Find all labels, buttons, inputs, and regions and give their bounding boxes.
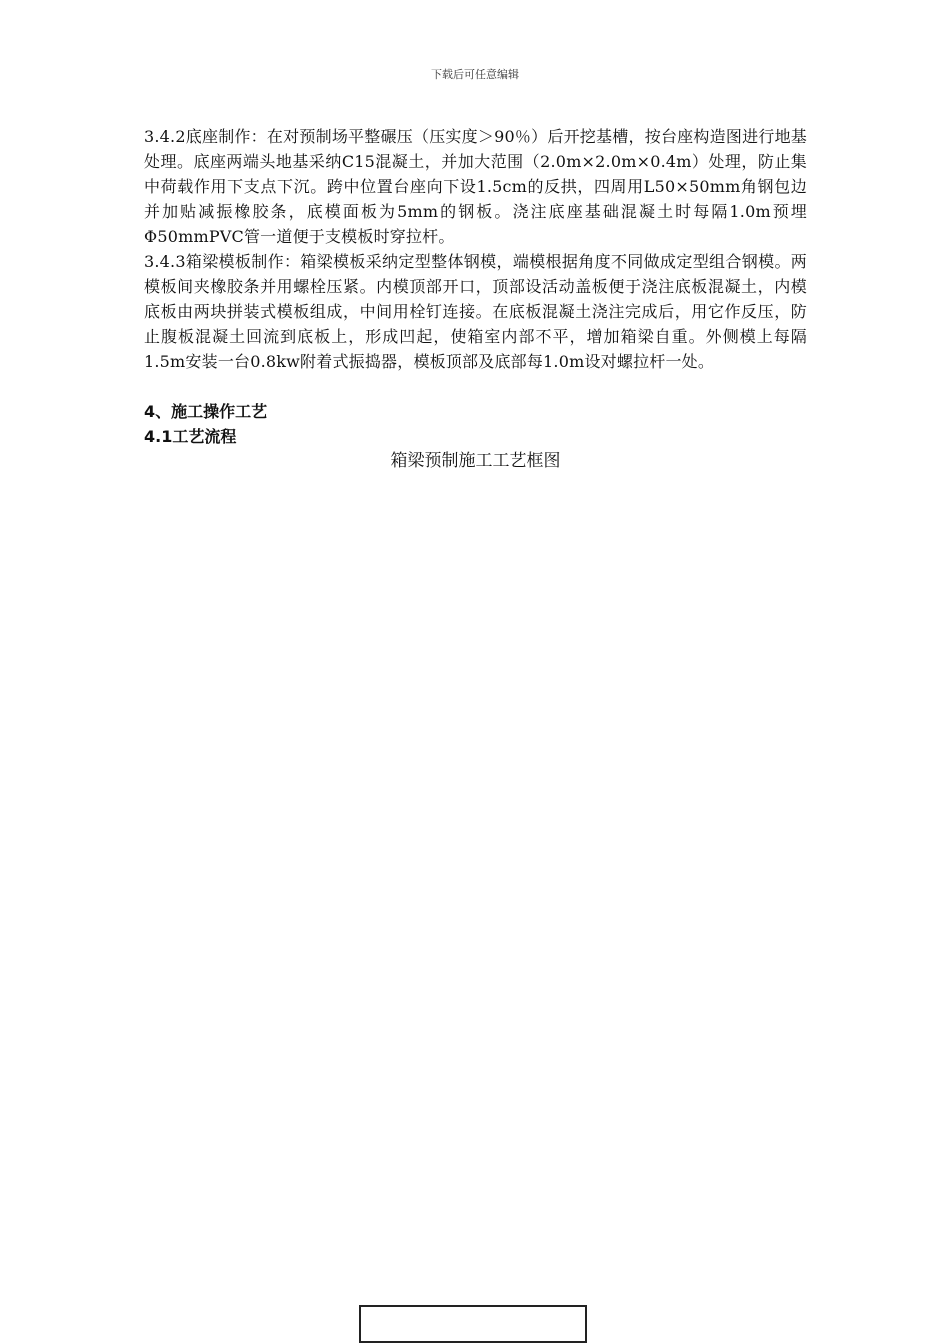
header-note: 下载后可任意编辑 [431, 68, 519, 81]
figure-caption: 箱梁预制施工工艺框图 [390, 451, 561, 471]
paragraph-3-4-2: 3.4.2底座制作：在对预制场平整碾压（压实度＞90％）后开挖基槽，按台座构造图进行地基处理。底座两端头地基采纳C15混凝土，并加大范围（2.0m×2.0m×0.4m）处理，防止集中荷载作用下支点下沉。跨中位置台座向下设1.5cm的反拱，四周用L50×50mm角钢包边并加贴减振橡胶条，底模面板为5mm的钢板。浇注底座基础混凝土时每隔1.0m预埋Φ50mmPVC管一道便于支模板时穿拉杆。 [144, 127, 807, 246]
section-heading-4-1: 4.1工艺流程 [144, 427, 237, 446]
paragraph-3-4-3: 3.4.3箱梁模板制作：箱梁模板采纳定型整体钢模，端模根据角度不同做成定型组合钢模。两模板间夹橡胶条并用螺栓压紧。内模顶部开口，顶部设活动盖板便于浇注底板混凝土，内模底板由两块拼装式模板组成，中间用栓钉连接。在底板混凝土浇注完成后，用它作反压，防止腹板混凝土回流到底板上，形成凹起，使箱室内部不平，增加箱梁自重。外侧模上每隔1.5m安装一台0.8kw附着式振捣器，模板顶部及底部每1.0m设对螺拉杆一处。 [144, 252, 807, 371]
blank-line [144, 374, 807, 399]
section-heading-4: 4、施工操作工艺 [144, 402, 268, 421]
flowchart-box [359, 1305, 587, 1343]
document-body [144, 124, 807, 474]
